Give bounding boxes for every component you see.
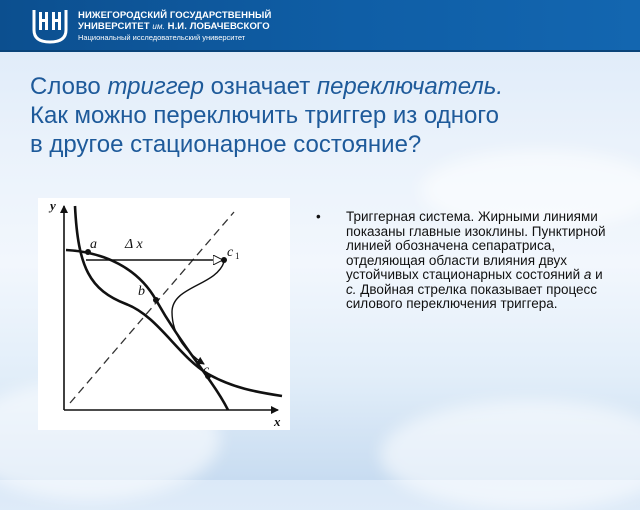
university-line3: Национальный исследовательский университет — [78, 33, 246, 42]
unn-logo-icon — [30, 8, 70, 44]
cloud-decoration — [380, 400, 640, 510]
point-b-marker — [153, 297, 159, 303]
university-line2-im: им. — [152, 22, 165, 31]
university-name — [78, 10, 271, 43]
description-part5: Двойная стрелка показывает процесс силового переключения триггера. — [346, 281, 598, 311]
y-axis-label: y — [50, 198, 56, 213]
bullet-marker: • — [316, 209, 321, 224]
title-word-switch: переключатель. — [316, 73, 504, 100]
title-line2: Как можно переключить триггер из одного — [30, 102, 499, 129]
description-state-a: a — [583, 267, 592, 282]
description-state-c: c. — [346, 281, 357, 297]
title-word-trigger: триггер — [107, 73, 204, 100]
university-line2-post: Н.И. ЛОБАЧЕВСКОГО — [167, 21, 270, 32]
description-text — [346, 210, 616, 312]
point-c1-label: c — [227, 245, 234, 260]
description-part1: Триггерная система. Жирными линиями показаны главные изоклины. Пунктирной линией обозначена сепаратриса, отделяющая области влияния двух устойчивых стационарных состояний — [346, 209, 606, 282]
university-line2 — [78, 21, 271, 32]
trigger-phase-diagram — [38, 198, 290, 430]
title-part3: означает — [203, 73, 317, 100]
title-line1 — [30, 72, 630, 101]
point-a-label: a — [90, 237, 97, 252]
x-axis-label: x — [274, 414, 281, 429]
header-bar — [0, 0, 640, 52]
description-part3: и — [591, 267, 603, 282]
point-c-label: c — [203, 363, 210, 378]
slide-title — [30, 72, 630, 159]
university-line2-pre: УНИВЕРСИТЕТ — [78, 21, 150, 32]
title-line3: в другое стационарное состояние? — [30, 131, 422, 158]
point-b-label: b — [138, 284, 145, 299]
description-bullet — [316, 210, 616, 312]
point-c1-subscript: 1 — [235, 251, 240, 261]
title-part1: Слово — [30, 73, 108, 100]
university-line1: НИЖЕГОРОДСКИЙ ГОСУДАРСТВЕННЫЙ — [78, 10, 272, 21]
delta-x-label: Δ x — [125, 237, 143, 252]
